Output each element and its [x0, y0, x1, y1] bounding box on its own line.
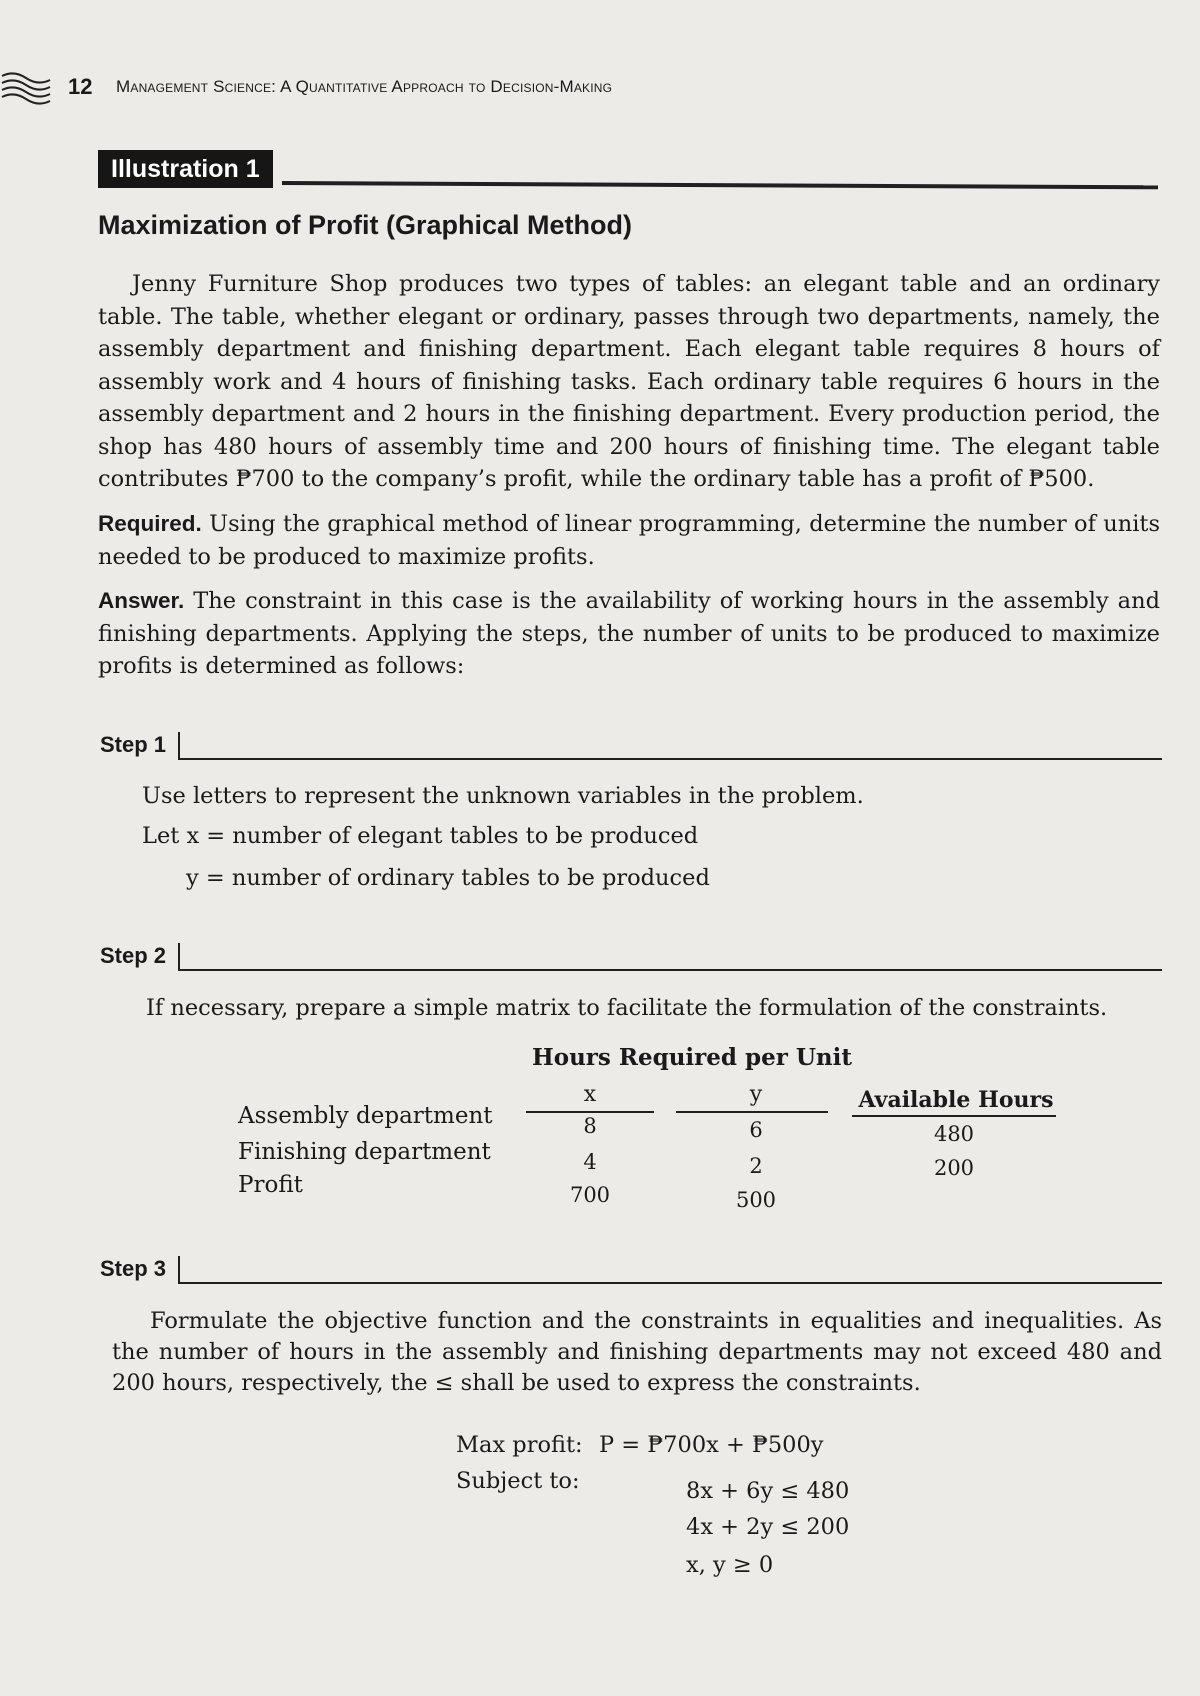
step-rule: [178, 1282, 1162, 1284]
subject-to-label: Subject to:: [456, 1468, 580, 1494]
matrix-cell: 480: [933, 1122, 975, 1146]
matrix-cell: 200: [933, 1156, 975, 1180]
max-profit-label: Max profit:: [456, 1432, 583, 1458]
matrix-row-label: Assembly department: [238, 1103, 493, 1129]
answer-lead: Answer.: [98, 588, 185, 613]
matrix-col-available-underline: [852, 1115, 1056, 1117]
objective-function: P = ₱700x + ₱500y: [599, 1432, 824, 1458]
matrix-cell: 2: [749, 1154, 763, 1178]
constraint-finishing: 4x + 2y ≤ 200: [686, 1514, 850, 1540]
required-paragraph: [98, 508, 1160, 573]
step-2-intro: If necessary, prepare a simple matrix to facilitate the formulation of the constraints.: [146, 995, 1108, 1021]
matrix-col-y: y: [749, 1082, 763, 1107]
illustration-rule: [282, 181, 1158, 189]
answer-paragraph: [98, 585, 1160, 683]
illustration-title: Maximization of Profit (Graphical Method): [98, 210, 633, 240]
step-rule: [178, 969, 1162, 971]
illustration-tab: Illustration 1: [98, 150, 273, 188]
matrix-cell: 8: [583, 1114, 597, 1138]
step-1-label: Step 1: [100, 732, 167, 757]
matrix-col-x: x: [583, 1082, 597, 1107]
problem-paragraph: Jenny Furniture Shop produces two types of tables: an elegant table and an ordinary table. The table, whether elegant or ordinary, passes through two departments, namely, the assembly department and finishing department. Each elegant table requires 8 hours of assembly work and 4 hours of finishing tasks. Each ordinary table requires 6 hours in the assembly department and 2 hours in the finishing department. Every production period, the shop has 480 hours of assembly time and 200 hours of finishing time. The elegant table contributes ₱700 to the company’s profit, while the ordinary table has a profit of ₱500.: [98, 271, 1160, 492]
step-1-intro: Use letters to represent the unknown variables in the problem.: [142, 783, 864, 809]
running-title: Management Science: A Quantitative Approach to Decision-Making: [116, 77, 613, 96]
running-header: [0, 70, 760, 106]
wave-lines-icon: [0, 70, 60, 106]
required-lead: Required.: [98, 511, 202, 536]
step-3-label: Step 3: [100, 1256, 167, 1281]
matrix-col-available: Available Hours: [858, 1087, 1054, 1113]
required-text: Using the graphical method of linear programming, determine the number of units needed to be produced to maximize profits.: [98, 511, 1160, 570]
matrix-cell: 700: [569, 1183, 611, 1207]
step-3-intro: Formulate the objective function and the constraints in equalities and inequalities. As the number of hours in the assembly and finishing departments may not exceed 480 and 200 hours, respectively, the ≤ shall be used to express the constraints.: [112, 1308, 1162, 1396]
constraint-nonnegativity: x, y ≥ 0: [686, 1552, 774, 1578]
step-1-let-y: y = number of ordinary tables to be produced: [186, 865, 710, 891]
answer-text: The constraint in this case is the availability of working hours in the assembly and finishing departments. Applying the steps, the number of units to be produced to maximize profits is determined as follows:: [98, 588, 1160, 679]
step-bracket: [178, 732, 180, 760]
matrix-col-y-underline: [676, 1111, 828, 1113]
matrix-row-label: Finishing department: [238, 1139, 491, 1165]
matrix-group-header: Hours Required per Unit: [532, 1044, 852, 1071]
matrix-cell: 500: [735, 1188, 777, 1212]
step-1-let-x: Let x = number of elegant tables to be produced: [142, 823, 699, 849]
page-number: 12: [68, 74, 93, 99]
matrix-col-x-underline: [526, 1111, 654, 1113]
step-bracket: [178, 943, 180, 971]
step-2-label: Step 2: [100, 943, 167, 968]
matrix-cell: 6: [749, 1118, 763, 1142]
matrix-cell: 4: [583, 1150, 597, 1174]
constraint-assembly: 8x + 6y ≤ 480: [686, 1478, 850, 1504]
step-bracket: [178, 1256, 180, 1284]
matrix-row-label: Profit: [238, 1172, 303, 1198]
step-rule: [178, 758, 1162, 760]
